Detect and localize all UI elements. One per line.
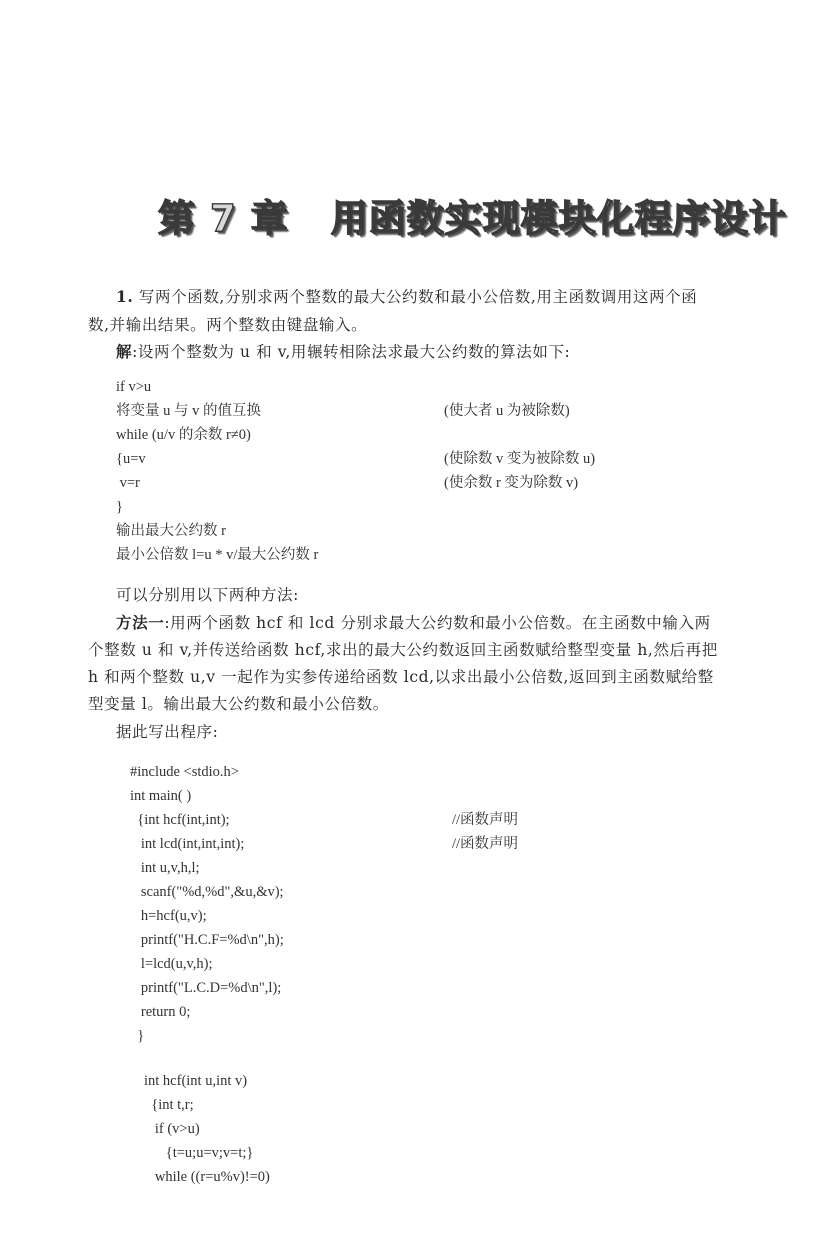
- code-line: if (v>u): [144, 1121, 200, 1137]
- chapter-prefix: 第: [158, 197, 196, 240]
- code-line: int lcd(int,int,int);: [130, 836, 245, 852]
- code-line: int hcf(int u,int v): [144, 1073, 248, 1089]
- problem-line-1: 1. 写两个函数,分别求两个整数的最大公约数和最小公倍数,用主函数调用这两个函: [116, 287, 698, 306]
- method1-label: 方法一: [116, 613, 165, 632]
- code-line: printf("H.C.F=%d\n",h);: [130, 932, 284, 948]
- code-line: int u,v,h,l;: [130, 860, 200, 876]
- chapter-name: 用函数实现模块化程序设计: [330, 197, 787, 240]
- method1-line-3: h 和两个整数 u,v 一起作为实参传递给函数 lcd,以求出最小公倍数,返回到主函数赋给整: [88, 668, 714, 686]
- code-comment: //函数声明: [452, 836, 519, 852]
- code-line: {t=u;u=v;v=t;}: [144, 1145, 254, 1161]
- code-line: #include <stdio.h>: [130, 764, 239, 780]
- solution-label: 解: [116, 342, 133, 361]
- algorithm-comment: (使除数 v 变为被除数 u): [444, 451, 596, 467]
- code-line: printf("L.C.D=%d\n",l);: [130, 980, 282, 996]
- chapter-title: [158, 196, 787, 242]
- method1-line-1: 方法一:用两个函数 hcf 和 lcd 分别求最大公约数和最小公倍数。在主函数中输入两: [116, 613, 711, 632]
- problem-number: 1.: [116, 287, 134, 306]
- chapter-number: 7: [210, 197, 237, 240]
- code-line: l=lcd(u,v,h);: [130, 956, 213, 972]
- code-comment: //函数声明: [452, 812, 519, 828]
- code-line: return 0;: [130, 1004, 191, 1020]
- code-line: int main( ): [130, 788, 192, 804]
- code-line: scanf("%d,%d",&u,&v);: [130, 884, 284, 900]
- methods-intro: 可以分别用以下两种方法:: [116, 586, 299, 604]
- method1-line-4: 型变量 l。输出最大公约数和最小公倍数。: [88, 695, 389, 713]
- book-page: 第 7 章 用函数实现模块化程序设计 1. 写两个函数,分别求两个整数的最大公约数和最小公倍数,用主函数调用这两个函 数,并输出结果。两个整数由键盘输入。 解:设两个整数为 u 和 v,用辗转相除法求最大公约数的算法如下: if v>u 将变量 u 与 v 的值互换 while (u/v 的余数 r≠0) {u=v v=r } 输出最大公约数 r 最小公倍数 l=u * v/最大公约数 r (使大者 u 为被除数) (使除数 v 变为被除数 u) (使余数 r 变为除数 v) 可以分别用以下两种方法: 方法一:用两个函数 hcf 和 lcd 分别求最大公约数和最小公倍数。在主函数中输入两 个整数 u 和 v,并传送给函数 hcf,求出的最大公约数返回主函数赋给整型变量 h,然后再把 h 和两个整数 u,v 一起作为实参传递给函数 lcd,以求出最小公倍数,返回到主函数赋给整 型变量 l。输出最大公约数和最小公倍数。 据此写出程序: #include <stdio.h> int main( ) {int hcf(int,int); int lcd(int,int,int); int u,v,h,l; scanf("%d,%d",&u,&v); h=hcf(u,v); printf("H.C.F=%d\n",h); l=lcd(u,v,h); printf("L.C.D=%d\n",l); return 0; } int hcf(int u,int v) {int t,r; if (v>u) {t=u;u=v;v=t;} while ((r=u%v)!=0) //函数声明 //函数声明: [0, 0, 832, 1258]
- algorithm-comment: (使大者 u 为被除数): [444, 403, 570, 419]
- method1-line-2: 个整数 u 和 v,并传送给函数 hcf,求出的最大公约数返回主函数赋给整型变量 h,然后再把: [88, 641, 718, 659]
- code-line: {int hcf(int,int);: [130, 812, 230, 828]
- code-line: {int t,r;: [144, 1097, 194, 1113]
- chapter-unit: 章: [250, 197, 289, 240]
- code-line: while ((r=u%v)!=0): [144, 1169, 270, 1185]
- solution-intro: 解:设两个整数为 u 和 v,用辗转相除法求最大公约数的算法如下:: [116, 342, 571, 361]
- algorithm-comment: (使余数 r 变为除数 v): [444, 475, 579, 491]
- code-line: }: [130, 1028, 145, 1044]
- code-line: h=hcf(u,v);: [130, 908, 207, 924]
- problem-line-2: 数,并输出结果。两个整数由键盘输入。: [88, 316, 368, 334]
- program-intro: 据此写出程序:: [116, 723, 219, 741]
